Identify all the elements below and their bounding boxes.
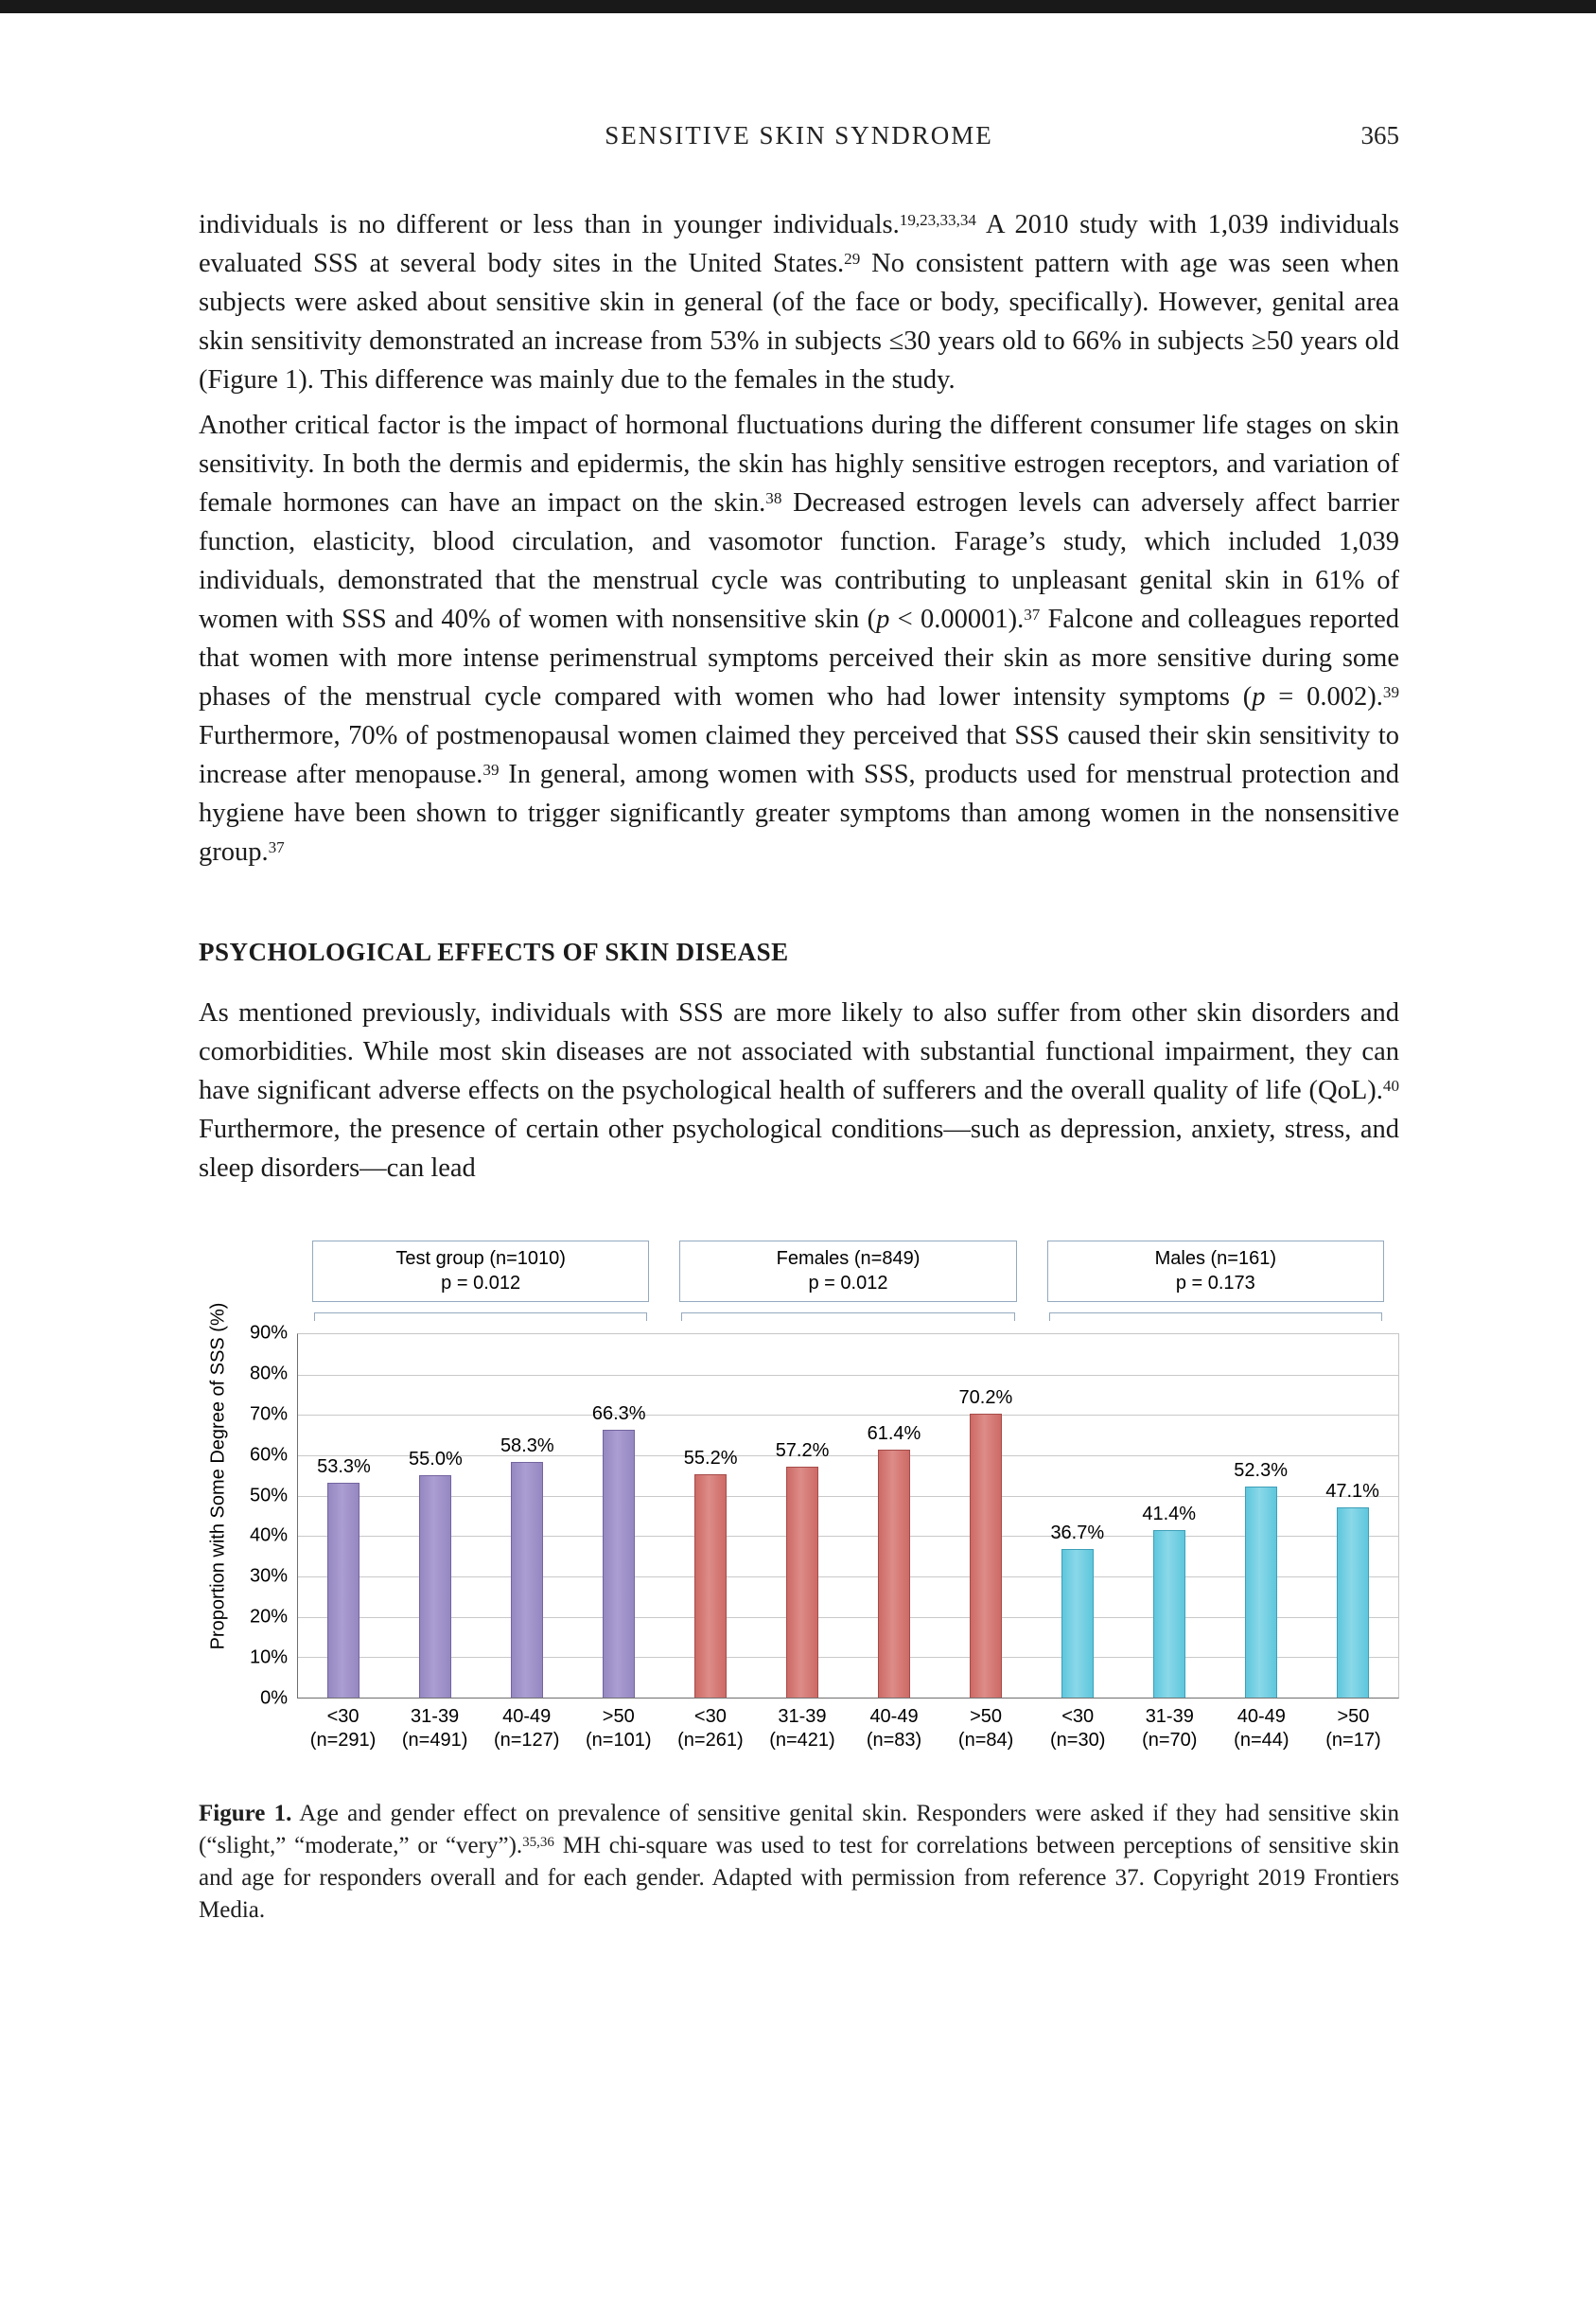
y-tick-label: 70%: [249, 1403, 288, 1425]
x-label: [664, 1705, 756, 1752]
y-tick-label: 20%: [249, 1606, 288, 1628]
bar-value-label: 55.0%: [409, 1449, 463, 1470]
y-tick-label: 0%: [260, 1687, 288, 1709]
group-title: Test group (n=1010): [395, 1248, 566, 1269]
y-tick-label: 10%: [249, 1646, 288, 1668]
x-label: [481, 1705, 572, 1752]
bar-group-2: [665, 1334, 1032, 1698]
y-axis-label-column: [199, 1241, 238, 1752]
bar-slot: [849, 1334, 940, 1698]
chart-plot-row: [238, 1322, 1399, 1709]
bar: [419, 1475, 451, 1698]
x-axis-labels: [297, 1705, 1399, 1752]
x-label-age: >50: [1337, 1706, 1370, 1727]
group-title: Males (n=161): [1154, 1248, 1277, 1269]
x-label: [1216, 1705, 1307, 1752]
x-label-n: (n=291): [309, 1730, 377, 1751]
bar-value-label: 55.2%: [683, 1448, 738, 1470]
bar-group-3: [1031, 1334, 1398, 1698]
bar: [970, 1414, 1002, 1698]
body-text-2: [199, 994, 1399, 1188]
x-label-age: 31-39: [778, 1706, 827, 1727]
chart-group-headers: [297, 1241, 1399, 1321]
bar-slot: [573, 1334, 665, 1698]
page-header-title: SENSITIVE SKIN SYNDROME: [605, 121, 993, 150]
x-label: [572, 1705, 664, 1752]
x-label-n: (n=101): [586, 1730, 652, 1751]
y-tick-label: 50%: [249, 1485, 288, 1506]
bar-value-label: 47.1%: [1325, 1481, 1379, 1503]
y-tick-label: 40%: [249, 1524, 288, 1546]
section-heading: PSYCHOLOGICAL EFFECTS OF SKIN DISEASE: [199, 938, 789, 966]
y-axis-ticks: [238, 1322, 297, 1709]
bar-slot: [1123, 1334, 1215, 1698]
figure-caption: Figure 1. Age and gender effect on prevalence of sensitive genital skin. Responders were asked if they had sensitive skin (“slight,” “moderate,” or “very”).$^{35,36}$ MH chi-square was used to test for correlations between perceptions of sensitive skin and age for responders overall and for each gender. Adapted with permission from reference 37. Copyright 2019 Frontiers Media.: [199, 1801, 1400, 1923]
group-header-box: [312, 1241, 649, 1302]
bar-value-label: 36.7%: [1050, 1523, 1105, 1544]
group-p-value: p = 0.012: [441, 1273, 521, 1294]
bar-slot: [1215, 1334, 1307, 1698]
x-label-age: 31-39: [1145, 1706, 1194, 1727]
group-header-box: [1047, 1241, 1384, 1302]
x-label-n: (n=44): [1234, 1730, 1289, 1751]
y-tick-label: 80%: [249, 1363, 288, 1384]
x-label: [848, 1705, 939, 1752]
x-label-n: (n=261): [677, 1730, 744, 1751]
x-label-age: 40-49: [1236, 1706, 1286, 1727]
x-label-group-2: [664, 1705, 1031, 1752]
group-p-value: p = 0.173: [1175, 1273, 1255, 1294]
x-label: [1032, 1705, 1124, 1752]
bar: [1245, 1487, 1277, 1698]
body-paragraph-3: As mentioned previously, individuals with SSS are more likely to also suffer from other skin disorders and comorbidities. While most skin diseases are not associated with substantial functional impairment, they can have significant adverse effects on the psychological health of sufferers and the overall quality of life (QoL).$^{40}$ Furthermore, the presence of certain other psychological conditions—such as depression, anxiety, stress, and sleep disorders—can lead: [199, 998, 1399, 1183]
bar: [878, 1450, 910, 1698]
x-label-n: (n=83): [866, 1730, 922, 1751]
x-label-age: >50: [602, 1706, 635, 1727]
bar-slot: [939, 1334, 1031, 1698]
bar: [511, 1462, 543, 1698]
figure-1: [199, 1241, 1399, 1927]
x-label-n: (n=491): [401, 1730, 468, 1751]
x-label: [1124, 1705, 1216, 1752]
bar-chart: [199, 1241, 1399, 1752]
bar-value-label: 58.3%: [500, 1435, 554, 1457]
page-number: 365: [1360, 121, 1399, 150]
group-header-1: [297, 1241, 664, 1321]
x-label: [1307, 1705, 1399, 1752]
bar-slot: [482, 1334, 573, 1698]
bar-value-label: 61.4%: [867, 1423, 921, 1445]
bar-value-label: 53.3%: [317, 1455, 371, 1477]
body-paragraph-2: Another critical factor is the impact of hormonal fluctuations during the different consumer life stages on skin sensitivity. In both the dermis and epidermis, the skin has highly sensitive estrogen receptors, and variation of female hormones can have an impact on the skin.$^{38}$ Decreased estrogen levels can adversely affect barrier function, elasticity, blood circulation, and vasomotor function. Farage’s study, which included 1,039 individuals, demonstrated that the menstrual cycle was contributing to unpleasant genital skin in 61% of women with SSS and 40% of women with nonsensitive skin (p < 0.00001).$^{37}$ Falcone and colleagues reported that women with more intense perimenstrual symptoms perceived their skin as more sensitive during some phases of the menstrual cycle compared with women who had lower intensity symptoms (p = 0.002).$^{39}$ Furthermore, 70% of postmenopausal women claimed they perceived that SSS caused their skin sensitivity to increase after menopause.$^{39}$ In general, among women with SSS, products used for menstrual protection and hygiene have been shown to trigger significantly greater symptoms than among women in the nonsensitive group.$^{37}$: [199, 411, 1399, 867]
bar-value-label: 70.2%: [958, 1387, 1013, 1409]
bar-slot: [390, 1334, 482, 1698]
x-label: [389, 1705, 481, 1752]
scan-edge: [0, 0, 1596, 13]
x-label-age: 31-39: [411, 1706, 460, 1727]
body-text: [199, 205, 1399, 871]
bar-value-label: 66.3%: [591, 1403, 646, 1425]
bar-value-label: 52.3%: [1234, 1459, 1288, 1481]
x-label-age: 40-49: [502, 1706, 552, 1727]
x-label-age: <30: [693, 1706, 727, 1727]
bar-slot: [1031, 1334, 1123, 1698]
bar-slot: [757, 1334, 849, 1698]
group-bracket: [314, 1312, 647, 1321]
body-paragraph-1: individuals is no different or less than in younger individuals.$^{19,23,33,34}$ A 2010 study with 1,039 individuals evaluated SSS at several body sites in the United States.$^{29}$ No consistent pattern with age was seen when subjects were asked about sensitive skin in general (of the face or body, specifically). However, genital area skin sensitivity demonstrated an increase from 53% in subjects ≤30 years old to 66% in subjects ≥50 years old (Figure 1). This difference was mainly due to the females in the study.: [199, 210, 1400, 395]
bar-slot: [1307, 1334, 1398, 1698]
running-head: [199, 121, 1399, 150]
group-title: Females (n=849): [776, 1248, 921, 1269]
bar: [1153, 1530, 1185, 1698]
x-label-n: (n=421): [769, 1730, 835, 1751]
x-label-group-3: [1032, 1705, 1399, 1752]
bar-value-label: 41.4%: [1142, 1504, 1197, 1525]
x-label-n: (n=127): [493, 1730, 560, 1751]
bar-slot: [298, 1334, 390, 1698]
group-header-box: [679, 1241, 1016, 1302]
bar: [694, 1474, 727, 1698]
group-bracket: [681, 1312, 1014, 1321]
x-label: [756, 1705, 848, 1752]
x-label-age: 40-49: [869, 1706, 919, 1727]
x-label: [297, 1705, 389, 1752]
group-header-2: [664, 1241, 1031, 1321]
x-label-age: <30: [326, 1706, 360, 1727]
bar-slot: [665, 1334, 757, 1698]
x-label-n: (n=17): [1325, 1730, 1381, 1751]
chart-plot: [297, 1333, 1399, 1699]
x-label-n: (n=70): [1142, 1730, 1198, 1751]
chart-main: [238, 1241, 1399, 1752]
group-p-value: p = 0.012: [808, 1273, 888, 1294]
bar-group-1: [298, 1334, 665, 1698]
x-label-n: (n=84): [957, 1730, 1014, 1751]
bar: [1061, 1549, 1094, 1698]
y-tick-label: 90%: [249, 1322, 288, 1344]
bar: [786, 1467, 818, 1698]
bar: [603, 1430, 635, 1698]
x-label-age: >50: [970, 1706, 1003, 1727]
x-label-group-1: [297, 1705, 664, 1752]
y-axis-label: Proportion with Some Degree of SSS (%): [207, 1302, 229, 1650]
x-label: [940, 1705, 1032, 1752]
group-bracket: [1049, 1312, 1382, 1321]
bar-value-label: 57.2%: [775, 1439, 830, 1461]
group-header-3: [1032, 1241, 1399, 1321]
y-tick-label: 60%: [249, 1444, 288, 1466]
bar: [327, 1483, 360, 1698]
x-label-n: (n=30): [1050, 1730, 1106, 1751]
bar: [1337, 1507, 1369, 1698]
chart-bars: [298, 1334, 1398, 1698]
y-tick-label: 30%: [249, 1565, 288, 1587]
x-label-age: <30: [1061, 1706, 1095, 1727]
